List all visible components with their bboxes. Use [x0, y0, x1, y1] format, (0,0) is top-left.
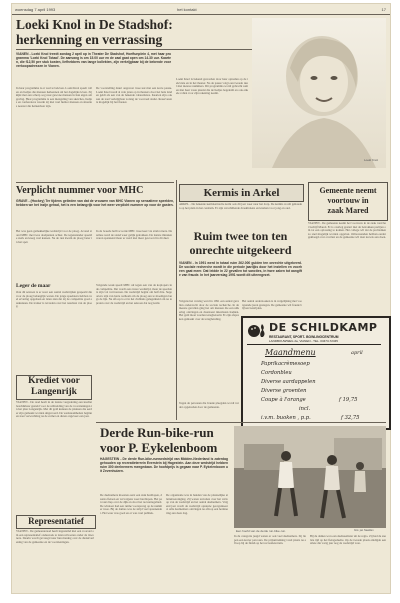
ruim-title-2: onrechte uitgekeerd — [189, 243, 292, 257]
langenrijk-box — [16, 375, 92, 400]
ruim-body-col-3: Tegen de personen die fraude pleegden wordt verder opgetreden door de gemeente. — [179, 402, 239, 409]
gemeente-title-1: Gemeente neemt — [319, 186, 377, 195]
ruim-body-col-2: Het aantal onderzoeken is in vergelijking met voorgaande jaren gestegen. De gemeente wil fraude blijven bestrijden. — [242, 300, 302, 311]
mhc-body-col-1: Het was geen gemakkelijke wedstrijd voor de ploeg. Al snel stond MHC met twee doelpunten achter. De tegenstander speelde sterk en kreeg veel kansen. Na de rust kwam de ploeg beter in het spel. — [16, 230, 92, 244]
ad-subtitle-2: LANDBOUWWEG 2a, VIANEN - TEL. 03473-72345 — [269, 339, 338, 343]
bowling-logo-icon — [247, 322, 267, 338]
langenrijk-title-1: Krediet voor — [28, 376, 80, 386]
knol-rule — [16, 49, 291, 50]
langenrijk-body: VIANEN - De raad heeft in de laatste vergadering een krediet beschikbaar gesteld voor de uitbreiding van de voorzieningen in het plan Langenrijk. Met dit geld kunnen de plannen die eerder zijn gemaakt worden uitgevoerd. De werkzaamheden beginnen naar verwachting na de zomer en duren ongeveer een jaar. — [16, 401, 92, 419]
portrait-image — [252, 18, 386, 168]
leger-title: Leger de maar — [16, 283, 51, 289]
column-divider — [176, 180, 177, 420]
mhc-rule — [16, 182, 174, 183]
gemeente-body: VIANEN - De gemeente neemt het voortouw in de zaak rond het bedrijf Mared. Er is overleg gestart met de betrokken partijen om tot een oplossing te komen. Het college wil dat de problemen zo snel mogelijk worden opgelost. Omwonenden hebben eerder geklaagd over overlast en de gemeente wil daar nu iets aan doen. — [308, 222, 386, 240]
ad-item-5: Coupe à l'orange — [261, 397, 306, 403]
runbike-body-col-2: De organisatie was in handen van de plaatselijke atletiekvereniging. Zij waren tevreden over het verloop van de wedstrijd en het aantal deelnemers. Volgend jaar wordt de wedstrijd opnieuw georganiseerd. Alle deelnemers ontvingen na afloop een herinnering aan deze dag. — [166, 494, 228, 515]
knol-body-col-1: In haar programma is er veel te beleven. Loeki Knol speelt rollen en liedjes die mensen herkennen uit het dagelijks leven. Zij kijkt met een scherp oog naar gewone mensen in hun eigen omgeving. Haar programma is een mengeling van sketches, liedjes en conferences waarin zij met veel humor mensen en situaties neerzet die herkenbaar zijn. — [16, 87, 92, 108]
ad-month: april — [351, 350, 363, 356]
ad-item-1: Paprikacrèmesoep — [261, 361, 310, 367]
runbike-body-col-4: Bij de dames won een deelneemster uit de regio. Zij had de snelste tijd op het fietsgedeelte. Op de tweede plaats eindigde een atlete die vorig jaar nog de wedstrijd won. — [310, 535, 386, 546]
ruim-title-1: Ruim twee ton ten — [193, 229, 288, 243]
mhc-body-col-2: In de tweede helft scoorde MHC twee keer via strafcorners. Daarmee werd de stand weer gelijk getrokken. De laatste minuten waren spannend maar er werd niet meer gescoord in dit duel. — [96, 230, 172, 241]
mhc-body-col-3: Volgende week speelt MHC uit tegen een van de koplopers in de competitie. Dat wordt een zware wedstrijd, maar de speelsters zijn vol vertrouwen. De wedstrijd begint om half drie. Supporters zijn van harte welkom om de ploeg aan te moedigen langs de lijn. Na afloop is er in het clubhuis gelegenheid om na te praten over de wedstrijd en het seizoen dat nog komt. — [96, 284, 172, 305]
page-header — [12, 4, 390, 15]
knol-photo — [252, 18, 386, 168]
gemeente-box — [308, 182, 388, 221]
leger-article — [16, 283, 92, 290]
runbike-lede: HAGESTEIN - De derde Run-bike-runwedstrijd van Midden-Nederland is zaterdag gehouden op recreatieterrein Everstein bij Hagestein. Aan deze wedstrijd hebben ruim 300 deelnemers meegedaan. De hoofdprijs is gegaan naar P. Eykelenboom uit Zevenhuizen. — [100, 457, 228, 473]
knol-lede: VIANEN - Loeki Knol treedt zondag 2 april op in Theater De Stadshof, Hoeftunplein 4, met haar programma 'Loeki Knol Totaal'. De aanvang is om 15.00 uur en de zaal gaat open om 14.30 uur. Kaarten, die f12,50 per stuk kosten, liefhebbers van lange kollekten, zijn verkrijgbaar bij de bekende voorverkoopadressen in Vianen. — [16, 52, 171, 68]
header-page-number: 17 — [381, 7, 386, 12]
knol-photo-caption: Loeki Knol — [363, 158, 378, 162]
header-date: woensdag 7 april 1993 — [15, 7, 56, 12]
runners-image — [234, 426, 386, 528]
ruim-body-col-1: Volgens het verslag werd in 1991 een aantal gevallen onderzocht door de sociale recherche. In de meeste gevallen ging het om mensen die een uitkering ontvingen en daarnaast inkomsten hadden. Het geld moet worden terugbetaald. Er zijn afspraken gemaakt over de terugbetaling. — [179, 300, 239, 321]
knol-body-col-3: Loeki Knol is bekend geworden door haar optreden op de televisie en in het theater. Na de pauze volgt een tweede deel met nieuwe nummers. Dit programma wordt gebracht samen met haar vaste pianist die de liedjes begeleidt en ook enkele rollen voor zijn rekening neemt. — [176, 78, 248, 96]
ad-subtitle-1: RESTAURANT, SPORT- BOWLINGCENTRUM — [269, 335, 339, 339]
runbike-title-1: Derde Run-bike-run — [100, 425, 214, 440]
ad-item-4: Diverse groenten — [261, 388, 307, 394]
runbike-body-col-1: De deelnemers moesten eerst een stuk hardlopen, daarna fietsen en vervolgens weer hardlopen. Het parcours liep over de dijk en door het recreatiegebied. De winnaar had een ruime voorsprong op de nummer twee. Bij de dames was de strijd veel spannender. Het weer was goed en er was veel publiek. — [100, 494, 162, 515]
ruim-lede: VIANEN - In 1991 werd in totaal ruim 262.000 gulden ten onrechte uitgekeerd. De sociale recherche wordt in die periode jaarlijks door het instellen en voorheen gaat meer. Dat leidde in 22 gevallen tot sancties, in twee zaken tot aangifte van fraude. In het jaarverslag 1991 wordt dit uiteengezet. — [179, 261, 302, 277]
ad-incl: incl. — [299, 406, 311, 412]
ad-heading: Maandmenu — [265, 348, 316, 357]
kermis-body: ARKEL - De bekende kermisattractie komt ook dit jaar weer naar het dorp. De kermis wordt gehouden op het plein in het centrum. Er zijn verschillende draaimolens en kramen voor jong en oud. — [179, 203, 302, 210]
ad-name: DE SCHILDKAMP — [269, 321, 378, 334]
ruim-headline — [179, 229, 302, 257]
runbike-caption: Een hoofd van de derde run-bike-run. — [236, 529, 286, 533]
runbike-credit: foto: jan Naalden — [354, 529, 374, 532]
newspaper-page — [12, 4, 390, 593]
representatief-title: Representatief — [28, 516, 84, 526]
gemeente-title-3: zaak Mared — [327, 206, 369, 215]
ad-price-1: f 19,75 — [339, 397, 358, 403]
gemeente-title-2: voortouw in — [327, 196, 369, 205]
representatief-box — [16, 515, 96, 529]
ad-item-2: Cordonbleu — [261, 370, 292, 376]
representatief-body: VIANEN - De gemeenteraad heeft ingestemd met een voorstel om een representatief onderzoek te laten uitvoeren onder de inwoners. Daarin wordt gevraagd naar hun mening over de dienstverlening van de gemeente en de voorzieningen. — [16, 530, 94, 544]
header-paper: het kontakt — [177, 7, 197, 12]
knol-body-col-2: De voorstelling duurt ongeveer twee uur met een korte pauze. Loeki Knol treedt al vele jaren op in theaters door het hele land en geldt als een van de bekende cabaretières. Kaarten zijn ook aan de zaal verkrijgbaar zolang de voorraad strekt. Reserveren is mogelijk bij het theater. — [96, 87, 172, 105]
ad-footer-label: i.v.m. buoken , p.p. — [261, 415, 311, 421]
leger-body: Ook dit seizoen is er weer een aantal wedstrijden gespeeld die voor de ploeg belangrijk waren. De jonge speelsters hebben veel ervaring opgedaan en laten zien dat zij de competitie goed aankunnen. De trainer is tevreden over het resultaat van de ploeg. — [16, 291, 92, 309]
runbike-body-col-3: In de categorie jeugd waren er ook veel deelnemers. Zij liepen een korter parcours. De prijsuitreiking vond plaats na afloop bij de finish op het recreatieterrein. — [234, 535, 306, 546]
kermis-box — [179, 184, 304, 202]
runbike-title-2: voor P. Eykelenboom — [100, 440, 218, 455]
runbike-rule — [96, 422, 386, 423]
runbike-photo — [234, 426, 386, 528]
ad-item-3: Diverse aardappelen — [261, 379, 316, 385]
mhc-article — [16, 182, 174, 225]
kermis-title: Kermis in Arkel — [203, 187, 280, 199]
langenrijk-title-2: Langenrijk — [31, 387, 77, 397]
mhc-lede: GRAVE - (Hockey) Ter tijdens gelieden van dat de vrouwen van MHC Vianen op sensatieve speelden, hebben we het inzijn gehad, het is een belangrijk voor het weer verplicht nummer op voor de gasten. — [16, 199, 174, 207]
ad-divider — [247, 344, 381, 345]
schildkamp-ad — [241, 316, 391, 430]
knol-title-1: Loeki Knol in De Stadshof: — [16, 17, 173, 32]
knol-title-2: herkenning en verrassing — [16, 32, 163, 47]
mhc-title: Verplicht nummer voor MHC — [16, 185, 144, 196]
ad-price-2: f 32,75 — [341, 415, 360, 421]
